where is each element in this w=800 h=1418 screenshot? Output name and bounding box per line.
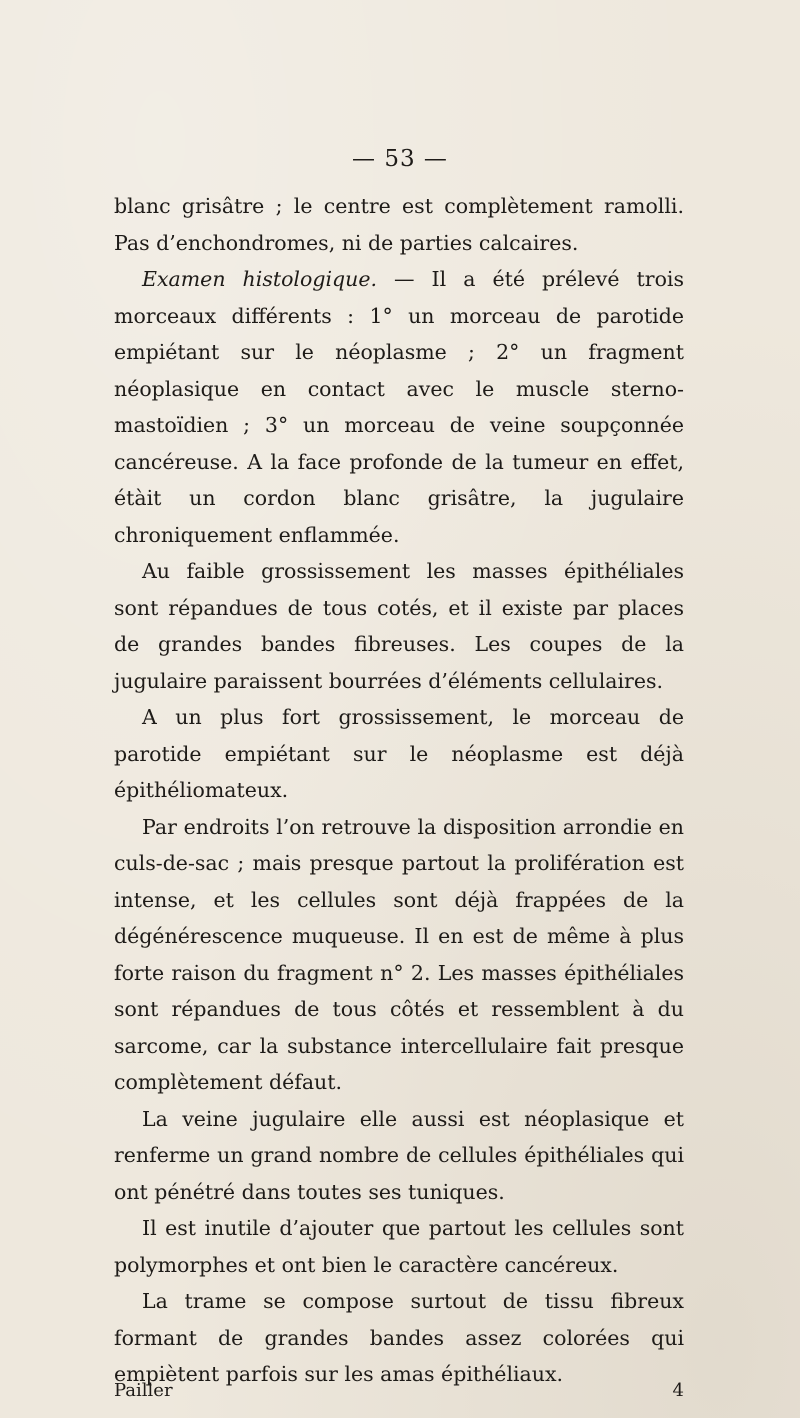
paragraph-4-text: A un plus fort grossissement, le morceau de parotide empiétant sur le néoplasme est déjà épithéliomateux.	[114, 705, 684, 802]
paragraph-3	[114, 553, 684, 699]
paragraph-2-text: — Il a été prélevé trois morceaux différents : 1° un morceau de parotide empiétant sur le néoplasme ; 2° un fragment néoplasique en contact avec le muscle sterno-mastoïdien ; 3° un morceau de veine soupçonnée cancéreuse. A la face profonde de la tumeur en effet, étàit un cordon blanc grisâtre, la jugulaire chroniquement enflammée.	[114, 267, 685, 547]
paragraph-1-text: blanc grisâtre ; le centre est complètement ramolli. Pas d’enchondromes, ni de parties calcaires.	[114, 194, 684, 255]
paragraph-8	[114, 1283, 684, 1393]
signature-mark: 4	[672, 1380, 684, 1401]
paragraph-7	[114, 1210, 684, 1283]
paragraph-1	[114, 188, 684, 261]
footer-author: Pailler	[114, 1380, 173, 1401]
paragraph-8-text: La trame se compose surtout de tissu fibreux formant de grandes bandes assez colorées qui empiètent parfois sur les amas épithéliaux.	[114, 1289, 684, 1386]
paragraph-2	[114, 261, 684, 553]
paragraph-6	[114, 1101, 684, 1211]
paragraph-3-text: Au faible grossissement les masses épithéliales sont répandues de tous cotés, et il existe par places de grandes bandes fibreuses. Les coupes de la jugulaire paraissent bourrées d’éléments cellulaires.	[114, 559, 684, 693]
page-number: — 53 —	[352, 146, 448, 172]
paragraph-5	[114, 809, 684, 1101]
paragraph-6-text: La veine jugulaire elle aussi est néoplasique et renferme un grand nombre de cellules épithéliales qui ont pénétré dans toutes ses tuniques.	[114, 1106, 684, 1204]
body-text	[114, 188, 684, 1393]
section-heading-examen: Examen histologique.	[142, 267, 377, 291]
paragraph-5-text: Par endroits l’on retrouve la disposition arrondie en culs-de-sac ; mais presque partout la prolifération est intense, et les cellules sont déjà frappées de la dégénérescence muqueuse. Il en est de même à plus forte raison du fragment n° 2. Les masses épithéliales sont répandues de tous côtés et ressemblent à du sarcome, car la substance intercellulaire fait presque complètement défaut.	[114, 814, 684, 1094]
paragraph-7-text: Il est inutile d’ajouter que partout les cellules sont polymorphes et ont bien le caractère cancéreux.	[114, 1216, 684, 1277]
paragraph-4	[114, 699, 684, 809]
